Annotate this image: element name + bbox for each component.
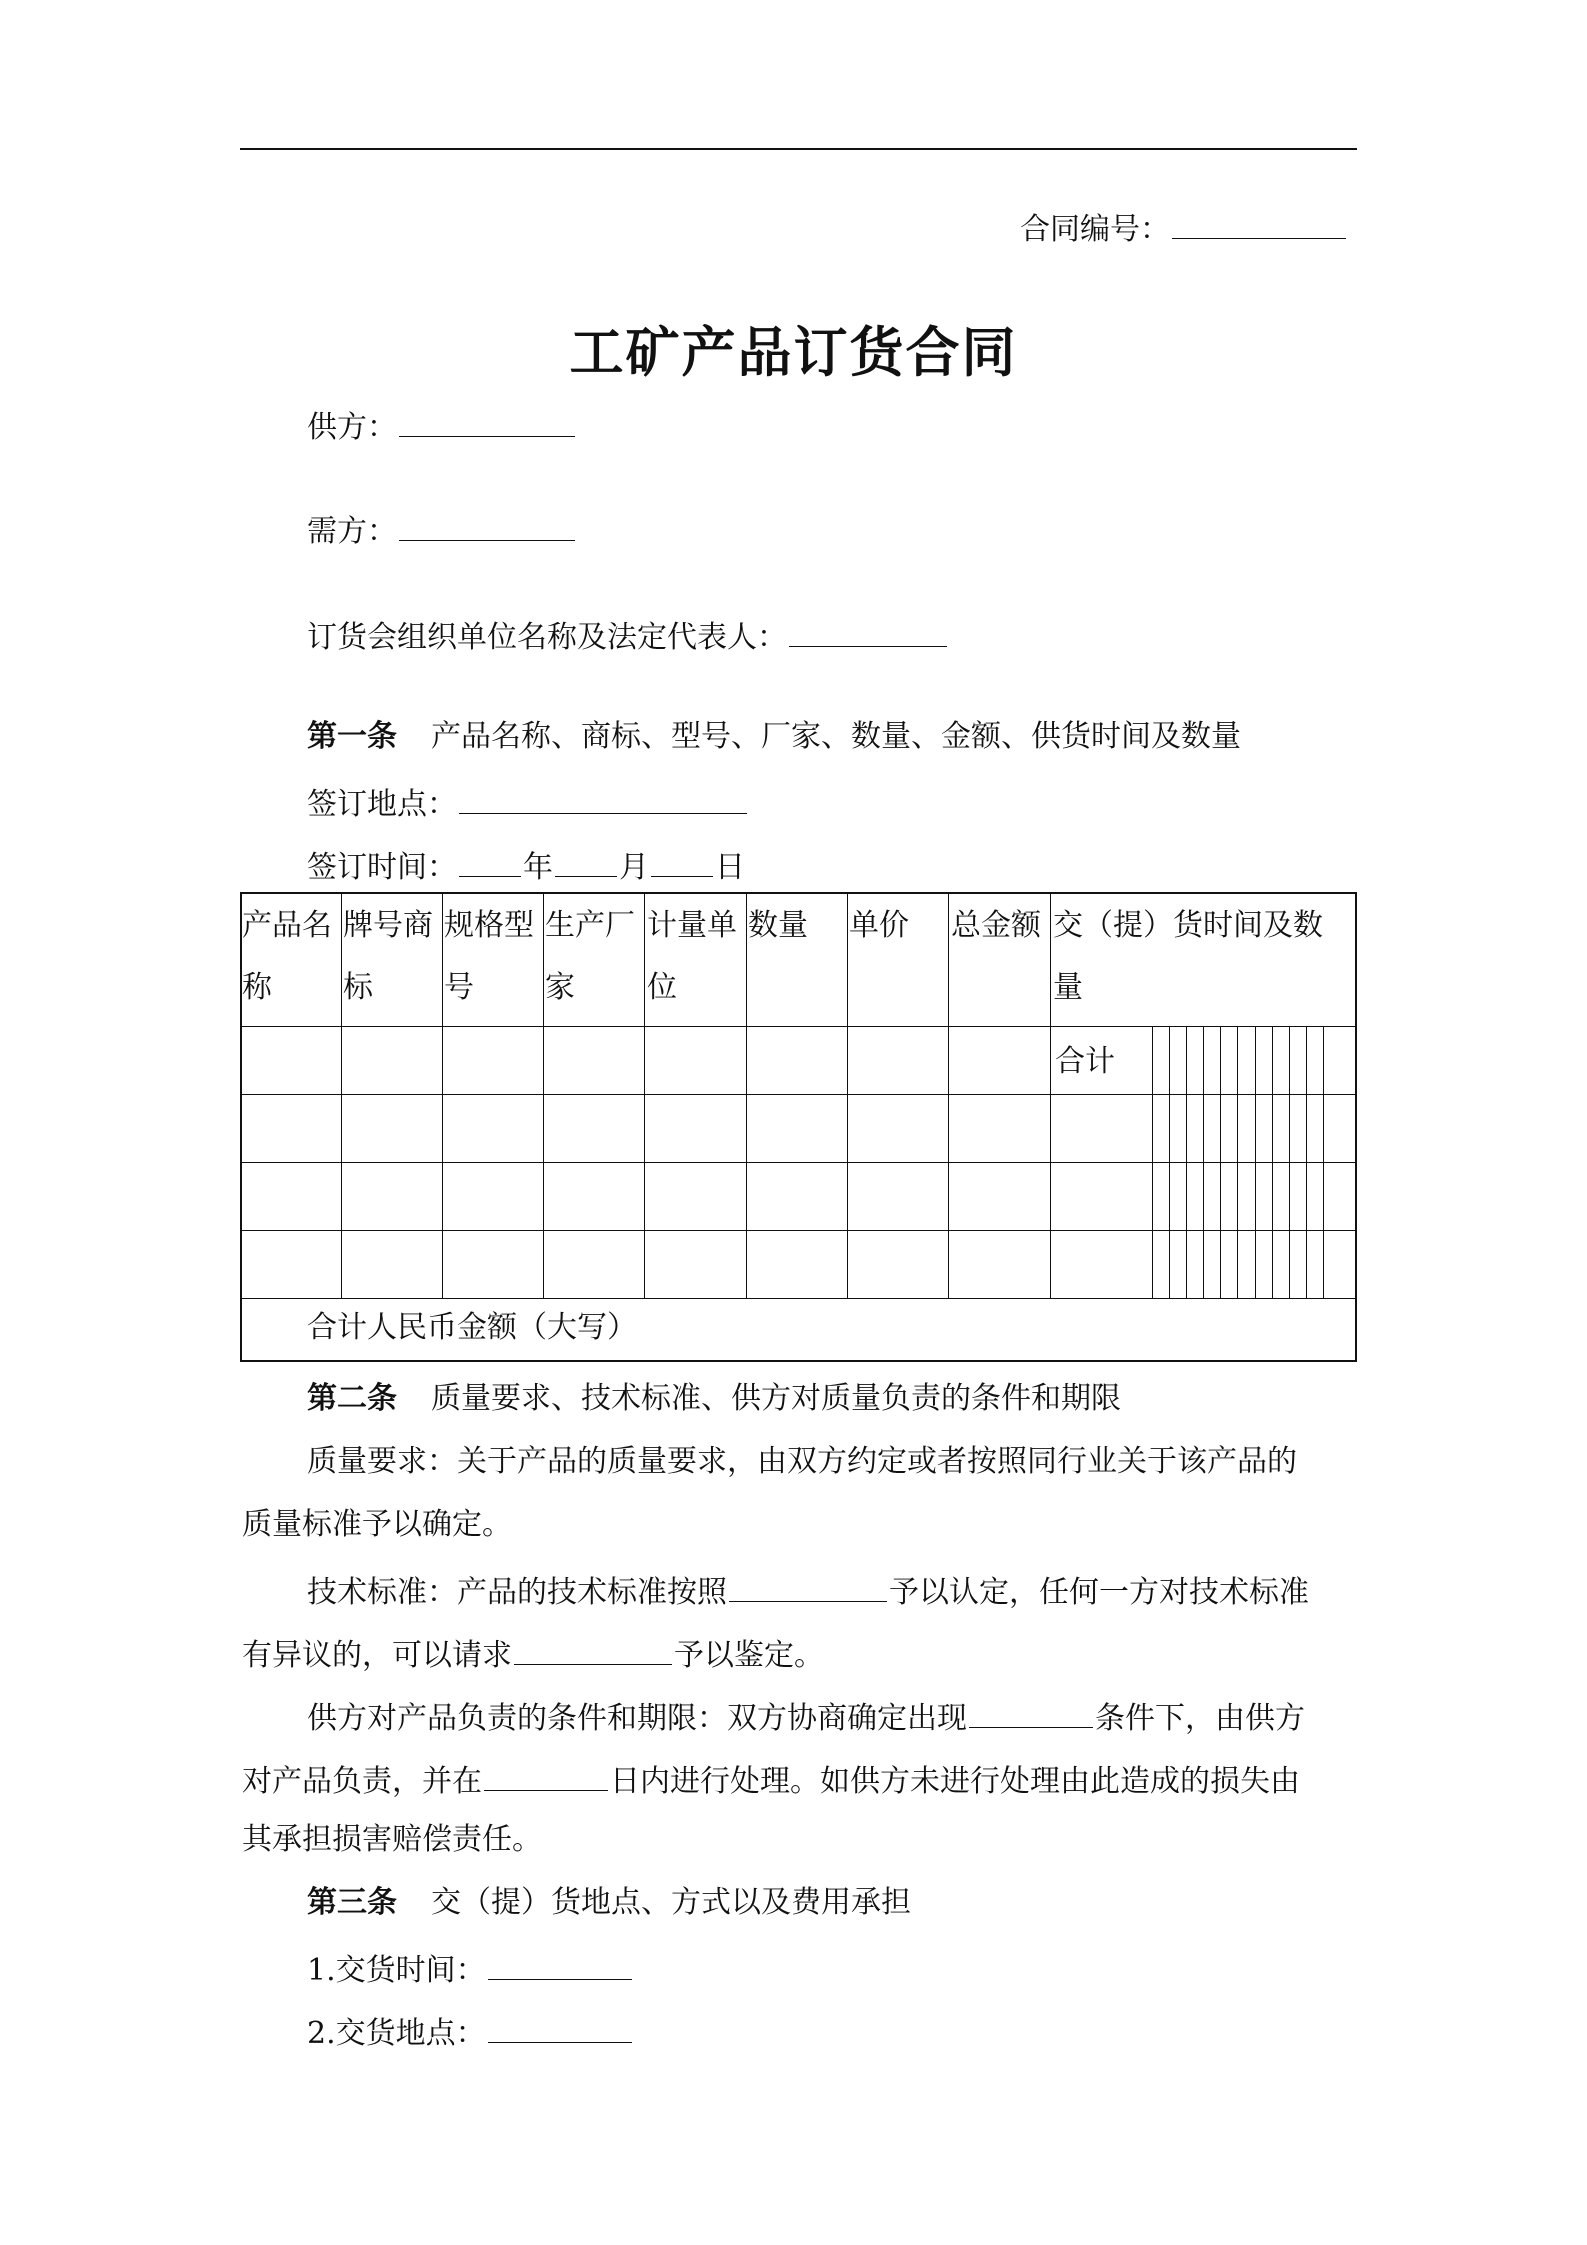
delivery-subcolumn-divider: [1152, 1026, 1153, 1298]
table-column-divider: [746, 892, 747, 1298]
contract-number-line: [1020, 210, 1348, 245]
month-label: 月: [619, 850, 649, 885]
article1-title: 产品名称、商标、型号、厂家、数量、金额、供货时间及数量: [431, 719, 1241, 754]
sign-time-label: 签订时间：: [307, 850, 457, 885]
article3-title: 交（提）货地点、方式以及费用承担: [431, 1885, 911, 1920]
article2-heading: [307, 1381, 1121, 1416]
delivery-subcolumn-divider: [1237, 1026, 1238, 1298]
buyer-line: [307, 512, 577, 547]
delivery-time-blank[interactable]: [488, 1951, 632, 1980]
liability-condition-blank[interactable]: [969, 1699, 1093, 1728]
contract-number-label: 合同编号：: [1020, 212, 1170, 247]
article3-heading: [307, 1885, 911, 1920]
organizer-blank[interactable]: [789, 618, 947, 647]
day-label: 日: [715, 850, 745, 885]
header-rule: [240, 148, 1357, 150]
table-column-divider: [543, 892, 544, 1298]
delivery-time-line: 1.交货时间：: [307, 1951, 634, 1986]
delivery-place-blank[interactable]: [488, 2014, 632, 2043]
article2-title: 质量要求、技术标准、供方对质量负责的条件和期限: [431, 1381, 1121, 1416]
total-rmb-label: 合计人民币金额（大写）: [307, 1310, 637, 1345]
supplier-line: [307, 408, 577, 443]
header-product-name: 产品名 称: [242, 908, 332, 1005]
sign-time-line: [307, 848, 745, 883]
sign-year-blank[interactable]: [459, 848, 521, 877]
table-column-divider: [1050, 892, 1051, 1298]
article3-number: 第三条: [307, 1885, 397, 1920]
table-row-divider: [240, 1230, 1357, 1231]
supplier-label: 供方：: [307, 410, 397, 445]
delivery-subcolumn-divider: [1203, 1026, 1204, 1298]
subtotal-label: 合计: [1055, 1044, 1115, 1079]
sign-place-label: 签订地点：: [307, 787, 457, 822]
delivery-place-line: 2.交货地点：: [307, 2014, 634, 2049]
header-manufacturer: 生产厂 家: [545, 908, 635, 1005]
delivery-subcolumn-divider: [1255, 1026, 1256, 1298]
liability-line3: 其承担损害赔偿责任。: [242, 1822, 542, 1857]
header-quantity: 数量: [748, 908, 808, 943]
quality-para-line2: 质量标准予以确定。: [242, 1507, 512, 1542]
organizer-label: 订货会组织单位名称及法定代表人：: [307, 620, 787, 655]
liability-line1: 供方对产品负责的条件和期限：双方协商确定出现 条件下，由供方: [307, 1701, 1305, 1736]
delivery-subcolumn-divider: [1169, 1026, 1170, 1298]
article2-number: 第二条: [307, 1381, 397, 1416]
contract-number-blank[interactable]: [1172, 210, 1346, 239]
table-column-divider: [442, 892, 443, 1298]
table-column-divider: [341, 892, 342, 1298]
article1-number: 第一条: [307, 719, 397, 754]
header-delivery-time-qty: 交（提）货时间及数 量: [1053, 908, 1323, 1005]
header-unit: 计量单 位: [647, 908, 737, 1005]
organizer-line: [307, 618, 949, 653]
sign-month-blank[interactable]: [555, 848, 617, 877]
tech-standard-line2: 有异议的，可以请求 予以鉴定。: [242, 1638, 824, 1673]
table-column-divider: [948, 892, 949, 1298]
year-label: 年: [523, 850, 553, 885]
supplier-blank[interactable]: [399, 408, 575, 437]
header-unit-price: 单价: [849, 908, 909, 943]
buyer-blank[interactable]: [399, 512, 575, 541]
quality-para-line1: 质量要求：关于产品的质量要求，由双方约定或者按照同行业关于该产品的: [307, 1444, 1297, 1479]
article1-heading: [307, 719, 1241, 754]
tech-standard-line1: 技术标准：产品的技术标准按照 予以认定，任何一方对技术标准: [307, 1575, 1309, 1610]
sign-place-line: [307, 785, 749, 820]
buyer-label: 需方：: [307, 514, 397, 549]
delivery-subcolumn-divider: [1272, 1026, 1273, 1298]
table-row-divider: [240, 1026, 1357, 1027]
document-title: 工矿产品订货合同: [569, 320, 1018, 384]
table-row-divider: [240, 1298, 1357, 1299]
delivery-subcolumn-divider: [1186, 1026, 1187, 1298]
tech-standard-blank[interactable]: [729, 1573, 887, 1602]
liability-days-blank[interactable]: [484, 1762, 608, 1791]
appraisal-agency-blank[interactable]: [514, 1636, 672, 1665]
table-column-divider: [644, 892, 645, 1298]
sign-day-blank[interactable]: [651, 848, 713, 877]
header-brand: 牌号商 标: [343, 908, 433, 1005]
header-spec-model: 规格型 号: [444, 908, 534, 1005]
delivery-subcolumn-divider: [1220, 1026, 1221, 1298]
table-row-divider: [240, 1094, 1357, 1095]
delivery-subcolumn-divider: [1306, 1026, 1307, 1298]
table-column-divider: [847, 892, 848, 1298]
liability-line2: 对产品负责，并在 日内进行处理。如供方未进行处理由此造成的损失由: [242, 1764, 1300, 1799]
delivery-subcolumn-divider: [1323, 1026, 1324, 1298]
sign-place-blank[interactable]: [459, 785, 747, 814]
header-total-amount: 总金额: [951, 908, 1041, 943]
delivery-subcolumn-divider: [1289, 1026, 1290, 1298]
table-row-divider: [240, 1162, 1357, 1163]
